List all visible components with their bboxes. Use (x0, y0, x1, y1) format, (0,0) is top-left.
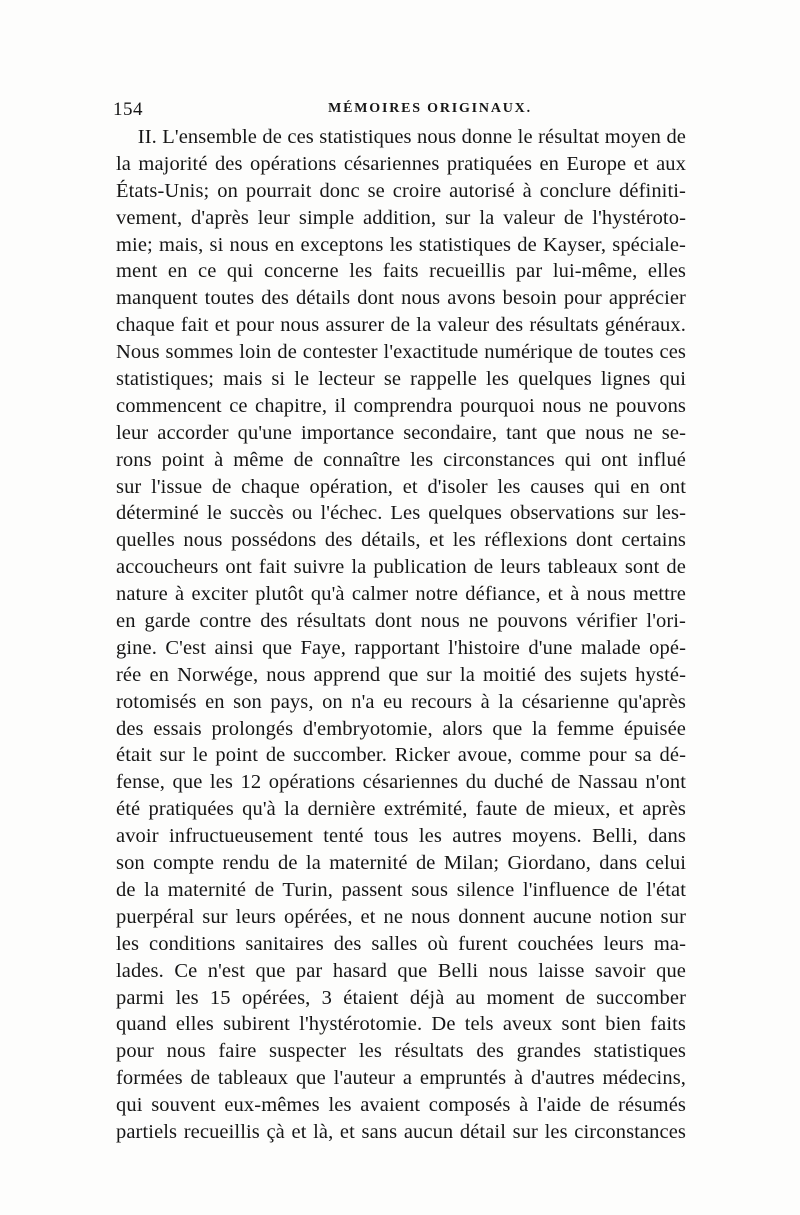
text-line: la majorité des opérations césariennes pratiquées en Europe et aux (116, 152, 686, 175)
text-line: quand elles subirent l'hystérotomie. De tels aveux sont bien faits (116, 1013, 686, 1036)
text-line: ment en ce qui concerne les faits recueillis par lui-même, elles (116, 260, 686, 283)
text-line: des essais prolongés d'embryotomie, alors que la femme épuisée (116, 717, 686, 740)
text-line: puerpéral sur leurs opérées, et ne nous donnent aucune notion sur (116, 905, 686, 928)
text-line: était sur le point de succomber. Ricker avoue, comme pour sa dé- (116, 744, 686, 767)
text-line: parmi les 15 opérées, 3 étaient déjà au moment de succomber (116, 986, 686, 1009)
text-line: été pratiquées qu'à la dernière extrémité, faute de mieux, et après (116, 798, 686, 821)
text-line: partiels recueillis çà et là, et sans aucun détail sur les circonstances (116, 1120, 686, 1143)
text-line: États-Unis; on pourrait donc se croire autorisé à conclure définiti- (116, 179, 686, 202)
body-text (116, 124, 686, 1146)
text-line: statistiques; mais si le lecteur se rappelle les quelques lignes qui (116, 368, 686, 391)
text-line: commencent ce chapitre, il comprendra pourquoi nous ne pouvons (116, 394, 686, 417)
text-line: son compte rendu de la maternité de Milan; Giordano, dans celui (116, 852, 686, 875)
text-line: avoir infructueusement tenté tous les autres moyens. Belli, dans (116, 825, 686, 848)
text-line: rons point à même de connaître les circonstances qui ont influé (116, 448, 686, 471)
text-line: nature à exciter plutôt qu'à calmer notre défiance, et à nous mettre (116, 583, 686, 606)
text-line: quelles nous possédons des détails, et les réflexions dont certains (116, 529, 686, 552)
text-line: les conditions sanitaires des salles où furent couchées leurs ma- (116, 932, 686, 955)
text-line: rotomisés en son pays, on n'a eu recours à la césarienne qu'après (116, 690, 686, 713)
text-line: lades. Ce n'est que par hasard que Belli nous laisse savoir que (116, 959, 686, 982)
page-number: 154 (113, 99, 143, 120)
text-line: Nous sommes loin de contester l'exactitude numérique de toutes ces (116, 341, 686, 364)
text-line: sur l'issue de chaque opération, et d'isoler les causes qui en ont (116, 475, 686, 498)
page-header (113, 99, 687, 123)
text-line: rée en Norwége, nous apprend que sur la moitié des sujets hysté- (116, 663, 686, 686)
running-title: MÉMOIRES ORIGINAUX. (328, 101, 532, 116)
text-line: en garde contre des résultats dont nous ne pouvons vérifier l'ori- (116, 610, 686, 633)
text-line: formées de tableaux que l'auteur a empruntés à d'autres médecins, (116, 1067, 686, 1090)
text-line: de la maternité de Turin, passent sous silence l'influence de l'état (116, 878, 686, 901)
text-line: mie; mais, si nous en exceptons les statistiques de Kayser, spéciale- (116, 233, 686, 256)
text-line: chaque fait et pour nous assurer de la valeur des résultats généraux. (116, 314, 686, 337)
text-line: déterminé le succès ou l'échec. Les quelques observations sur les- (116, 502, 686, 525)
text-line: leur accorder qu'une importance secondaire, tant que nous ne se- (116, 421, 686, 444)
text-line: II. L'ensemble de ces statistiques nous donne le résultat moyen de (116, 126, 686, 148)
text-line: accoucheurs ont fait suivre la publication de leurs tableaux sont de (116, 556, 686, 579)
text-line: fense, que les 12 opérations césariennes du duché de Nassau n'ont (116, 771, 686, 794)
text-line: qui souvent eux-mêmes les avaient composés à l'aide de résumés (116, 1094, 686, 1117)
text-line: pour nous faire suspecter les résultats des grandes statistiques (116, 1040, 686, 1063)
text-line: manquent toutes des détails dont nous avons besoin pour apprécier (116, 287, 686, 310)
text-line: gine. C'est ainsi que Faye, rapportant l'histoire d'une malade opé- (116, 636, 686, 659)
text-line: vement, d'après leur simple addition, sur la valeur de l'hystéroto- (116, 206, 686, 229)
